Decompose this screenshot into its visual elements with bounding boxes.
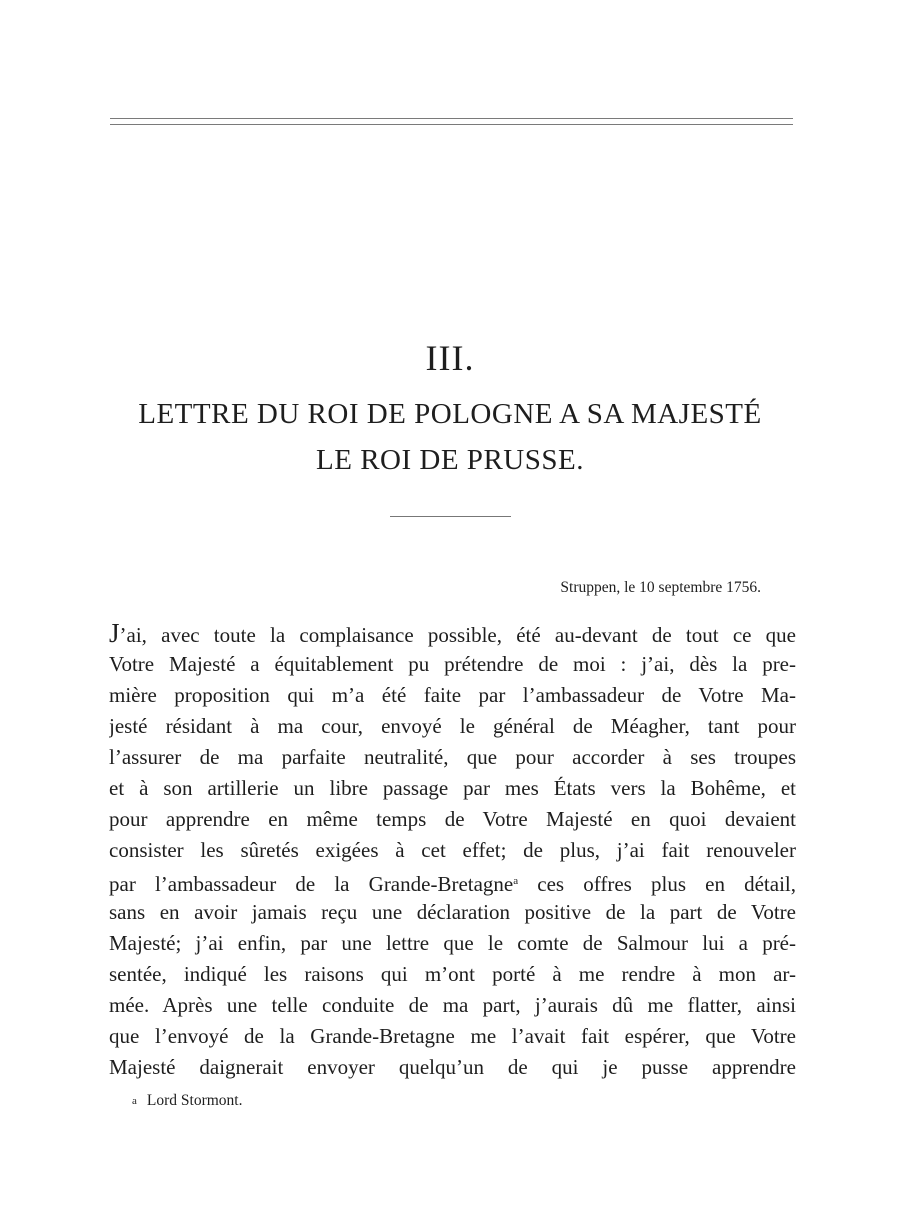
body-line: par l’ambassadeur de la Grande-Bretagne$^a$ ces offres plus en détail, xyxy=(109,872,796,896)
body-line: Majesté; j’ai enfin, par une lettre que le comte de Salmour lui a pré- xyxy=(109,931,796,955)
top-double-rule xyxy=(110,118,793,125)
body-line: consister les sûretés exigées à cet effet; de plus, j’ai fait renouveler xyxy=(109,838,796,862)
body-line: l’assurer de ma parfaite neutralité, que pour accorder à ses troupes xyxy=(109,745,796,769)
body-line: que l’envoyé de la Grande-Bretagne me l’avait fait espérer, que Votre xyxy=(109,1024,796,1048)
letter-title-line-1: LETTRE DU ROI DE POLOGNE A SA MAJESTÉ xyxy=(138,398,762,430)
letter-title-line-2: LE ROI DE PRUSSE. xyxy=(316,444,584,476)
body-line: sentée, indiqué les raisons qui m’ont porté à me rendre à mon ar- xyxy=(109,962,796,986)
footnote-marker: a xyxy=(132,1095,137,1107)
title-separator-rule xyxy=(390,516,511,517)
footnote xyxy=(132,1090,242,1112)
footnote-reference: a xyxy=(513,875,519,887)
body-line: pour apprendre en même temps de Votre Majesté en quoi devaient xyxy=(109,807,796,831)
letter-body xyxy=(109,618,796,1083)
body-line: Votre Majesté a équitablement pu prétendre de moi : j’ai, dès la pre- xyxy=(109,652,796,676)
drop-cap: J xyxy=(109,618,120,648)
body-line: jesté résidant à ma cour, envoyé le général de Méagher, tant pour xyxy=(109,714,796,738)
body-line: sans en avoir jamais reçu une déclaration positive de la part de Votre xyxy=(109,900,796,924)
footnote-text: Lord Stormont. xyxy=(146,1092,243,1109)
body-line: et à son artillerie un libre passage par mes États vers la Bohême, et xyxy=(109,776,796,800)
body-line: mée. Après une telle conduite de ma part, j’aurais dû me flatter, ainsi xyxy=(109,993,796,1017)
body-line: Majesté daignerait envoyer quelqu’un de qui je pusse apprendre xyxy=(109,1055,796,1079)
dateline: Struppen, le 10 septembre 1756. xyxy=(560,579,761,596)
body-line: mière proposition qui m’a été faite par l’ambassadeur de Votre Ma- xyxy=(109,683,796,707)
body-line: J’ai, avec toute la complaisance possible, été au-devant de tout ce que xyxy=(109,618,796,648)
chapter-number: III. xyxy=(425,338,475,378)
